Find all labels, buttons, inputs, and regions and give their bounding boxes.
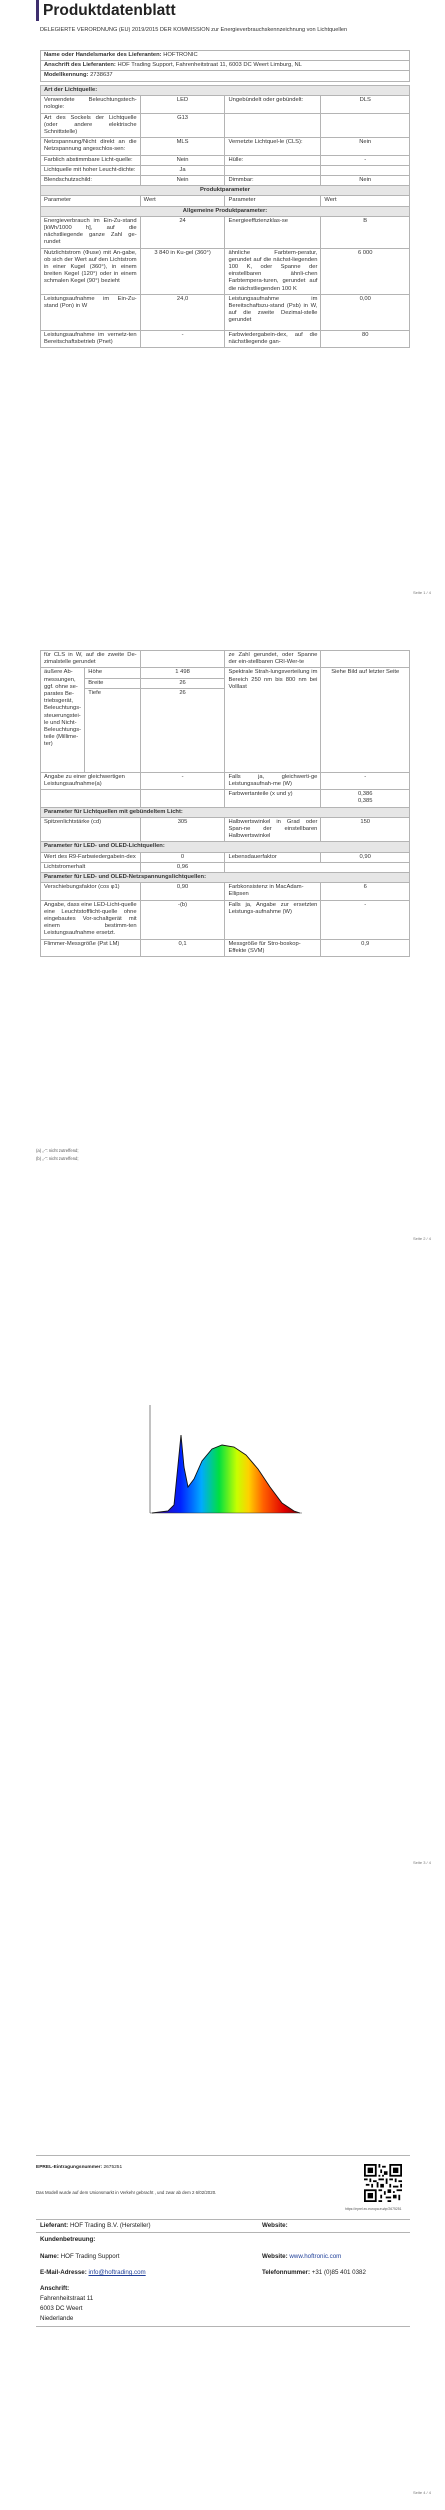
fluor-value: -(b) [140, 900, 225, 939]
website2-line [262, 2253, 341, 2261]
product-params-heading-row [41, 186, 410, 196]
phone-label: Telefonnummer: [262, 2269, 311, 2276]
type-row-value-1: Nein [140, 155, 225, 165]
fluor-r-value: - [321, 900, 410, 939]
type-row-value-1: Ja [140, 165, 225, 175]
equiv-row [41, 772, 410, 789]
type-row-label-2 [225, 113, 321, 138]
supplier-trademark-row [41, 51, 410, 61]
flicker-row [41, 939, 410, 956]
type-row-label-1: Netzspannung/Nicht direkt an die Netzspannung angeschlos-sen: [41, 138, 141, 155]
dim-value: 1 498 [140, 668, 225, 678]
led-oled-heading-row [41, 842, 410, 852]
equiv-label [41, 772, 141, 789]
type-row-value-2 [321, 165, 410, 175]
macadam-label: Farbkonsistenz in MacAdam-Ellipsen [225, 883, 321, 900]
page-number: Seite 2 / 4 [412, 1236, 431, 1241]
title-block [36, 0, 414, 21]
supplier-value: HOF Trading B.V. (Hersteller) [69, 2222, 151, 2229]
dim-key: Breite [85, 678, 140, 688]
directional-label: Parameter für Lichtquellen mit gebündeltem Licht: [41, 807, 410, 817]
eprel-line [36, 2164, 122, 2172]
fluor-label: Angabe, dass eine LED-Licht-quelle eine Leuchtstofflicht-quelle ohne eingebautes Vor-schaltgerät mit einem bestimm-ten Leistungsaufnahme ersetzt. [41, 900, 141, 939]
general-params-heading-row [41, 206, 410, 216]
directional-heading-row [41, 807, 410, 817]
type-row-value-1: G13 [140, 113, 225, 138]
qr-url: https://eprel.ec.europa.eu/qr/2675251 [345, 2207, 402, 2211]
address-label: Anschrift: [40, 2285, 70, 2292]
supplier-address-cell [41, 61, 410, 71]
spectral-distribution-image [140, 1405, 306, 1522]
chroma-values [321, 790, 410, 807]
param-row-label-1: für CLS in W, auf die zweite De-zimalstelle gerundet [41, 651, 141, 668]
page-number: Seite 1 / 4 [412, 590, 431, 595]
dim-key: Höhe [85, 668, 140, 678]
type-row-value-1: MLS [140, 138, 225, 155]
column-header-row [41, 196, 410, 206]
type-row-label-1: Blendschutzschild: [41, 176, 141, 186]
param-row-label-2: Farbwiedergabein-dex, auf die nächstliegende gan- [225, 330, 321, 347]
param-row-label-2: Leistungsaufnahme im Bereitschaftszu-stand (Psb) in W, auf die zweite Dezimal-stelle gerundet [225, 294, 321, 330]
beam-value: 150 [321, 817, 410, 842]
rule-mid [36, 2219, 410, 2220]
website2-label: Website: [262, 2253, 288, 2260]
spectral-value: Siehe Bild auf letzter Seite [321, 668, 410, 772]
supplier-trademark-value: HOFTRONIC [163, 52, 198, 58]
regulation-subtitle: DELEGIERTE VERORDNUNG (EU) 2019/2015 DER KOMMISSION zur Energieverbrauchskennzeichnung von Lichtquellen [40, 27, 348, 33]
strobe-value: 0,9 [321, 939, 410, 956]
type-row-value-2: Nein [321, 138, 410, 155]
flicker-label: Flimmer-Messgröße (Pst LM) [41, 939, 141, 956]
phone-line [262, 2269, 366, 2277]
footnote-b: (b) „-“: nicht zutreffend; [36, 1156, 79, 1161]
equiv-value: - [140, 772, 225, 789]
cosphi-label: Verschiebungsfaktor (cos φ1) [41, 883, 141, 900]
type-row-label-2: Dimmbar: [225, 176, 321, 186]
peak-value: 305 [140, 817, 225, 842]
website-line [262, 2222, 288, 2230]
param-row-value-1: 3 840 in Ku-gel (360°) [140, 248, 225, 294]
param-row-value-2: B [321, 216, 410, 248]
eprel-label: EPREL-Eintragungsnummer: [36, 2165, 103, 2170]
address-line-3: Niederlande [40, 2315, 74, 2322]
type-row-value-2: Nein [321, 176, 410, 186]
params-continued-table [40, 650, 410, 957]
dims-label: äußere Ab-messungen, ggf. ohne se-parates Be-triebsgerät, Beleuchtungs-steuerungstei-le und Nicht-Beleuchtungs-teile (Millime-ter) [41, 668, 85, 772]
r9-value: 0 [140, 852, 225, 862]
peak-row [41, 817, 410, 842]
param-row-value-1: - [140, 330, 225, 347]
strobe-label: Messgröße für Stro-boskop-Effekte (SVM) [225, 939, 321, 956]
email-line [40, 2269, 146, 2277]
equiv-r-label: Falls ja, gleichwerti-ge Leistungsaufnah-me (W) [225, 772, 321, 789]
rule-supplier [36, 2232, 410, 2233]
param-row-label-2: ähnliche Farbtem-peratur, gerundet auf die nächst-liegenden 100 K, oder Spanne der einstellbaren ähnli-chen Farbtempera-turen, gerundet auf die nächstliegenden 100 K [225, 248, 321, 294]
maint-label: Lichtstromerhalt [41, 862, 141, 872]
type-row [41, 176, 410, 186]
notice-line [36, 2190, 336, 2196]
param-row-label-1: Leistungsaufnahme im vernetz-ten Bereitschaftsbetrieb (Pnet) [41, 330, 141, 347]
param-row [41, 216, 410, 248]
chroma-y: 0,385 [357, 798, 373, 805]
name-value: HOF Trading Support [60, 2253, 120, 2260]
param-row-label-1: Energieverbrauch im Ein-Zu-stand [kWh/1000 h], auf die nächstliegende ganze Zahl ge-rundet [41, 216, 141, 248]
email-label: E-Mail-Adresse: [40, 2269, 87, 2276]
param-row [41, 294, 410, 330]
type-row [41, 113, 410, 138]
type-row-label-2: Ungebündelt oder gebündelt: [225, 96, 321, 113]
peak-label: Spitzenlichtstärke (cd) [41, 817, 141, 842]
type-row-value-2: DLS [321, 96, 410, 113]
mains-heading-row [41, 873, 410, 883]
param-row-label-1: Nutzlichtstrom (Φuse) mit An-gabe, ob sich der Wert auf den Lichtstrom in einer Kugel (360°), in einem breiten Kegel (120°) oder in einem schmalen Kegel (90°) bezieht [41, 248, 141, 294]
r9-row [41, 852, 410, 862]
model-cell [41, 71, 410, 81]
param-row [41, 651, 410, 668]
r9-label: Wert des R9-Farbwiedergabein-dex [41, 852, 141, 862]
col-param-2: Parameter [225, 196, 321, 206]
param-row [41, 248, 410, 294]
type-row-label-2: Vernetzte Lichtquel-le (CLS): [225, 138, 321, 155]
eprel-number: 2675251 [103, 2165, 123, 2170]
chroma-x: 0,386 [357, 791, 373, 798]
mains-label: Parameter für LED- und OLED-Netzspannungslichtquellen: [41, 873, 410, 883]
type-row-label-1: Lichtquelle mit hoher Leucht-dichte: [41, 165, 141, 175]
type-row-value-2: - [321, 155, 410, 165]
model-label: Modellkennung: [44, 72, 89, 79]
address-line-2: 6003 DC Weert [40, 2305, 83, 2312]
type-row-value-2 [321, 113, 410, 138]
param-row-value-2: 80 [321, 330, 410, 347]
spectral-label: Spektrale Strah-lungsverteilung im Bereich 250 nm bis 800 nm bei Volllast [225, 668, 321, 772]
supplier-trademark-label-text: Name oder Handelsmarke des Lieferanten: [44, 52, 162, 58]
supplier-line [40, 2222, 151, 2230]
param-row-label-2: ze Zahl gerundet, oder Spanne der ein-stellbaren CRI-Wer-te [225, 651, 321, 668]
page-3 [0, 1270, 445, 1880]
type-row [41, 138, 410, 155]
led-oled-label: Parameter für LED- und OLED-Lichtquellen: [41, 842, 410, 852]
empty-cell [140, 790, 225, 807]
col-value-1: Wert [140, 196, 225, 206]
type-row-value-1: LED [140, 96, 225, 113]
address-label-line [40, 2285, 69, 2293]
type-row-label-1: Art des Sockels der Lichtquelle (oder andere elektrische Schnittstelle) [41, 113, 141, 138]
supplier-address-label: Anschrift des Lieferanten: [44, 62, 116, 69]
light-source-type-label: Art der Lichtquelle: [41, 86, 410, 96]
equiv-r-value: - [321, 772, 410, 789]
equiv-label-text: Angabe zu einer gleichwertigen Leistungsaufnahme(a) [44, 773, 125, 788]
param-row-label-1: Leistungsaufnahme im Ein-Zu-stand (Pon) in W [41, 294, 141, 330]
param-row-value-2: 0,00 [321, 294, 410, 330]
page-2 [0, 640, 445, 1260]
placed-on-market-notice: Das Modell wurde auf dem Unionsmarkt in Verkehr gebracht , und zwar ab dem 2 6/02/2020. [36, 2190, 217, 2195]
customer-service-line [40, 2236, 95, 2244]
page-title: Produktdatenblatt [43, 2, 176, 19]
general-params-label: Allgemeine Produktparameter: [41, 206, 410, 216]
chroma-label: Farbwertanteile (x und y) [225, 790, 321, 807]
maint-row [41, 862, 410, 872]
param-row [41, 330, 410, 347]
dim-value: 26 [140, 688, 225, 772]
type-row-label-2: Hülle: [225, 155, 321, 165]
chroma-row [41, 790, 410, 807]
col-param-1: Parameter [41, 196, 141, 206]
cosphi-row [41, 883, 410, 900]
empty-cell [225, 862, 410, 872]
param-row-value-1: 24,0 [140, 294, 225, 330]
rule-bottom [36, 2326, 410, 2327]
type-row-value-1: Nein [140, 176, 225, 186]
rule-top [36, 2155, 410, 2156]
product-params-label: Produktparameter [41, 186, 410, 196]
empty-cell [41, 790, 141, 807]
page-number: Seite 3 / 4 [412, 1860, 431, 1865]
maint-value: 0,96 [140, 862, 225, 872]
customer-service-label: Kundenbetreuung: [40, 2236, 96, 2243]
name-label: Name: [40, 2253, 59, 2260]
type-row-label-1: Verwendete Beleuchtungstech-nologie: [41, 96, 141, 113]
email-link[interactable]: info@hoftrading.com [88, 2269, 146, 2276]
qr-code-image [364, 2164, 402, 2202]
life-label: Lebensdauerfaktor [225, 852, 321, 862]
flicker-value: 0,1 [140, 939, 225, 956]
cosphi-value: 0,90 [140, 883, 225, 900]
dim-key: Tiefe [85, 688, 140, 772]
param-row-value-1 [140, 651, 225, 668]
page-number: Seite 4 / 4 [412, 2490, 431, 2495]
supplier-trademark-label [41, 51, 410, 61]
model-row [41, 71, 410, 81]
param-row-value-2 [321, 651, 410, 668]
beam-label: Halbwertswinkel in Grad oder Span-ne der einstellbaren Halbwertswinkel [225, 817, 321, 842]
phone-value: +31 (0)85 401 0382 [311, 2269, 366, 2276]
type-row [41, 165, 410, 175]
dims-row [41, 668, 410, 678]
fluor-r-label: Falls ja, Angabe zur ersetzten Leistungs-aufnahme (W) [225, 900, 321, 939]
supplier-address-row [41, 61, 410, 71]
model-value: 2738637 [90, 72, 113, 79]
light-source-type-table [40, 85, 410, 348]
dim-value: 26 [140, 678, 225, 688]
col-value-2: Wert [321, 196, 410, 206]
type-row-label-1: Farblich abstimmbare Licht-quelle: [41, 155, 141, 165]
website-link[interactable]: www.hoftronic.com [289, 2253, 342, 2260]
type-row-label-2 [225, 165, 321, 175]
life-value: 0,90 [321, 852, 410, 862]
page-1 [0, 0, 445, 600]
footnote-a: (a) „-“: nicht zutreffend; [36, 1148, 79, 1153]
param-row-value-2: 6 000 [321, 248, 410, 294]
type-row [41, 96, 410, 113]
address-line-1: Fahrenheitstraat 11 [40, 2295, 94, 2302]
website-label: Website: [262, 2222, 288, 2229]
name-line [40, 2253, 119, 2261]
type-row [41, 155, 410, 165]
supplier-table [40, 50, 410, 82]
fluor-row [41, 900, 410, 939]
supplier-address-value: HOF Trading Support, Fahrenheitstraat 11, 6003 DC Weert Limburg, NL [117, 62, 302, 69]
supplier-label: Lieferant: [40, 2222, 69, 2229]
macadam-value: 6 [321, 883, 410, 900]
param-row-label-2: Energieeffizienzklas-se [225, 216, 321, 248]
light-source-type-heading-row [41, 86, 410, 96]
param-row-value-1: 24 [140, 216, 225, 248]
